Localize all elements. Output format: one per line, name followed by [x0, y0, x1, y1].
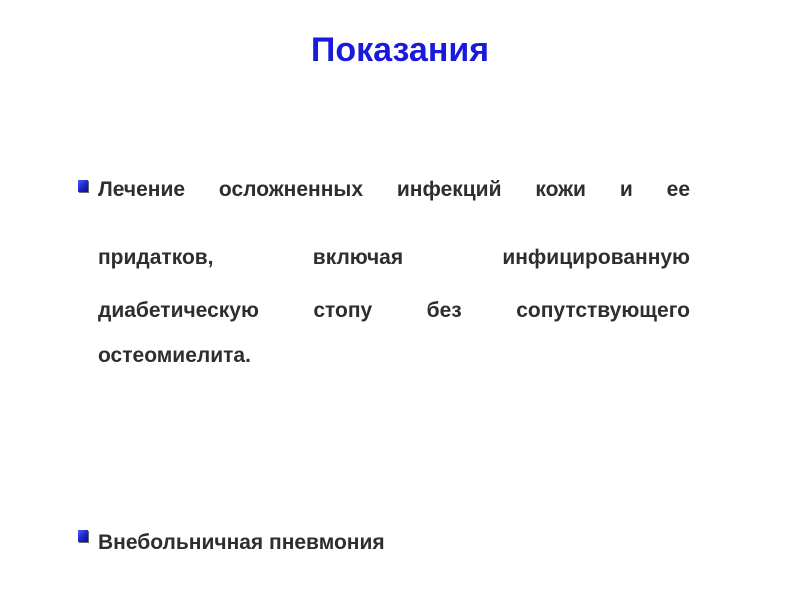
slide-title: Показания: [310, 31, 490, 69]
bullet-1-line-3: диабетическую стопу без сопутствующего: [98, 299, 690, 322]
bullet-square-icon: [78, 530, 88, 542]
bullet-1-line-1: Лечение осложненных инфекций кожи и ее: [98, 178, 690, 201]
bullet-square-icon: [78, 180, 88, 192]
bullet-1-line-4: остеомиелита.: [98, 344, 251, 367]
bullet-1-line-2: придатков, включая инфицированную: [98, 246, 690, 269]
bullet-2-line-1: Внебольничная пневмония: [98, 531, 385, 554]
